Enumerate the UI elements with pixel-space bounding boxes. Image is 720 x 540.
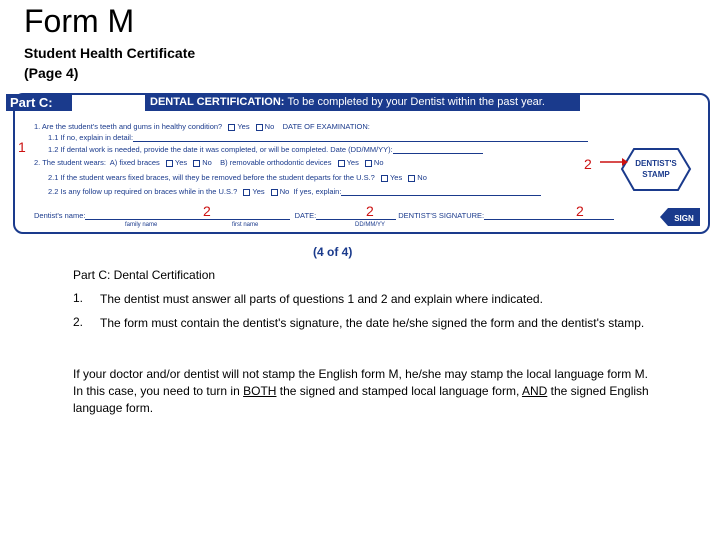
list-item-number: 2. bbox=[73, 315, 84, 329]
checkbox-icon bbox=[365, 160, 372, 167]
section-suffix: To be completed by your Dentist within the past year. bbox=[287, 96, 545, 108]
question-2-2: 2.2 Is any follow up required on braces while in the U.S.? Yes No If yes, explain: bbox=[48, 187, 541, 196]
sign-label: SIGN bbox=[674, 214, 694, 223]
question-1-2: 1.2 If dental work is needed, provide the date it was completed, or will be completed. Date (DD/MM/YY): bbox=[48, 145, 483, 154]
page-subtitle: Student Health Certificate bbox=[24, 45, 196, 61]
checkbox-icon bbox=[228, 124, 235, 131]
checkbox-icon bbox=[193, 160, 200, 167]
signature-line bbox=[484, 212, 614, 220]
dental-certification-header bbox=[145, 94, 580, 111]
name-line bbox=[85, 212, 290, 220]
arrow-right-icon bbox=[600, 158, 628, 166]
checkbox-icon bbox=[166, 160, 173, 167]
dentist-stamp-badge bbox=[620, 147, 692, 192]
checkbox-icon bbox=[338, 160, 345, 167]
stamp-line-1: DENTIST'S bbox=[635, 159, 677, 168]
list-item: The dentist must answer all parts of questions 1 and 2 and explain where indicated. bbox=[100, 292, 543, 306]
form-page-count: (4 of 4) bbox=[313, 245, 353, 259]
checkbox-icon bbox=[256, 124, 263, 131]
annotation-marker-2: 2 bbox=[203, 203, 211, 219]
question-1-1: 1.1 If no, explain in detail: bbox=[48, 133, 588, 142]
dentist-info-row: Dentist's name: DATE: DENTIST'S SIGNATURE: bbox=[34, 211, 614, 220]
emphasis-both: BOTH bbox=[243, 384, 277, 398]
family-name-caption: family name bbox=[125, 222, 158, 228]
instructions-heading: Part C: Dental Certification bbox=[73, 268, 216, 282]
question-2: 2. The student wears: A) fixed braces Yes No B) removable orthodontic devices Yes No bbox=[34, 158, 384, 167]
date-line bbox=[393, 146, 483, 154]
section-title: DENTAL CERTIFICATION: bbox=[150, 96, 285, 108]
list-item: The form must contain the dentist's signature, the date he/she signed the form and the dentist's stamp. bbox=[100, 316, 645, 330]
checkbox-icon bbox=[408, 175, 415, 182]
checkbox-icon bbox=[271, 189, 278, 196]
stamp-line-2: STAMP bbox=[642, 170, 670, 179]
annotation-marker-2: 2 bbox=[366, 203, 374, 219]
list-item-number: 1. bbox=[73, 291, 84, 305]
emphasis-and: AND bbox=[521, 384, 548, 398]
sign-arrow-tag bbox=[660, 208, 700, 226]
page-title: Form M bbox=[24, 3, 135, 39]
answer-line bbox=[341, 188, 541, 196]
date-format-caption: DD/MM/YY bbox=[355, 222, 385, 228]
stamp-note-paragraph: If your doctor and/or dentist will not stamp the English form M, he/she may stamp the local language form M. In this case, you need to turn in BOTH the signed and stamped local language form, AND the signed English language form. bbox=[73, 367, 649, 415]
answer-line bbox=[133, 134, 588, 142]
page-number: (Page 4) bbox=[24, 65, 79, 81]
question-2-1: 2.1 If the student wears fixed braces, will they be removed before the student departs for the U.S.? Yes No bbox=[48, 173, 427, 182]
date-line bbox=[316, 212, 396, 220]
part-c-label: Part C: bbox=[6, 94, 72, 111]
annotation-marker-2: 2 bbox=[576, 203, 584, 219]
question-1: 1. Are the student's teeth and gums in healthy condition? Yes No DATE OF EXAMINATION: bbox=[34, 122, 370, 131]
annotation-marker-2: 2 bbox=[584, 156, 592, 172]
annotation-marker-1: 1 bbox=[18, 139, 26, 155]
first-name-caption: first name bbox=[232, 222, 259, 228]
checkbox-icon bbox=[381, 175, 388, 182]
checkbox-icon bbox=[243, 189, 250, 196]
